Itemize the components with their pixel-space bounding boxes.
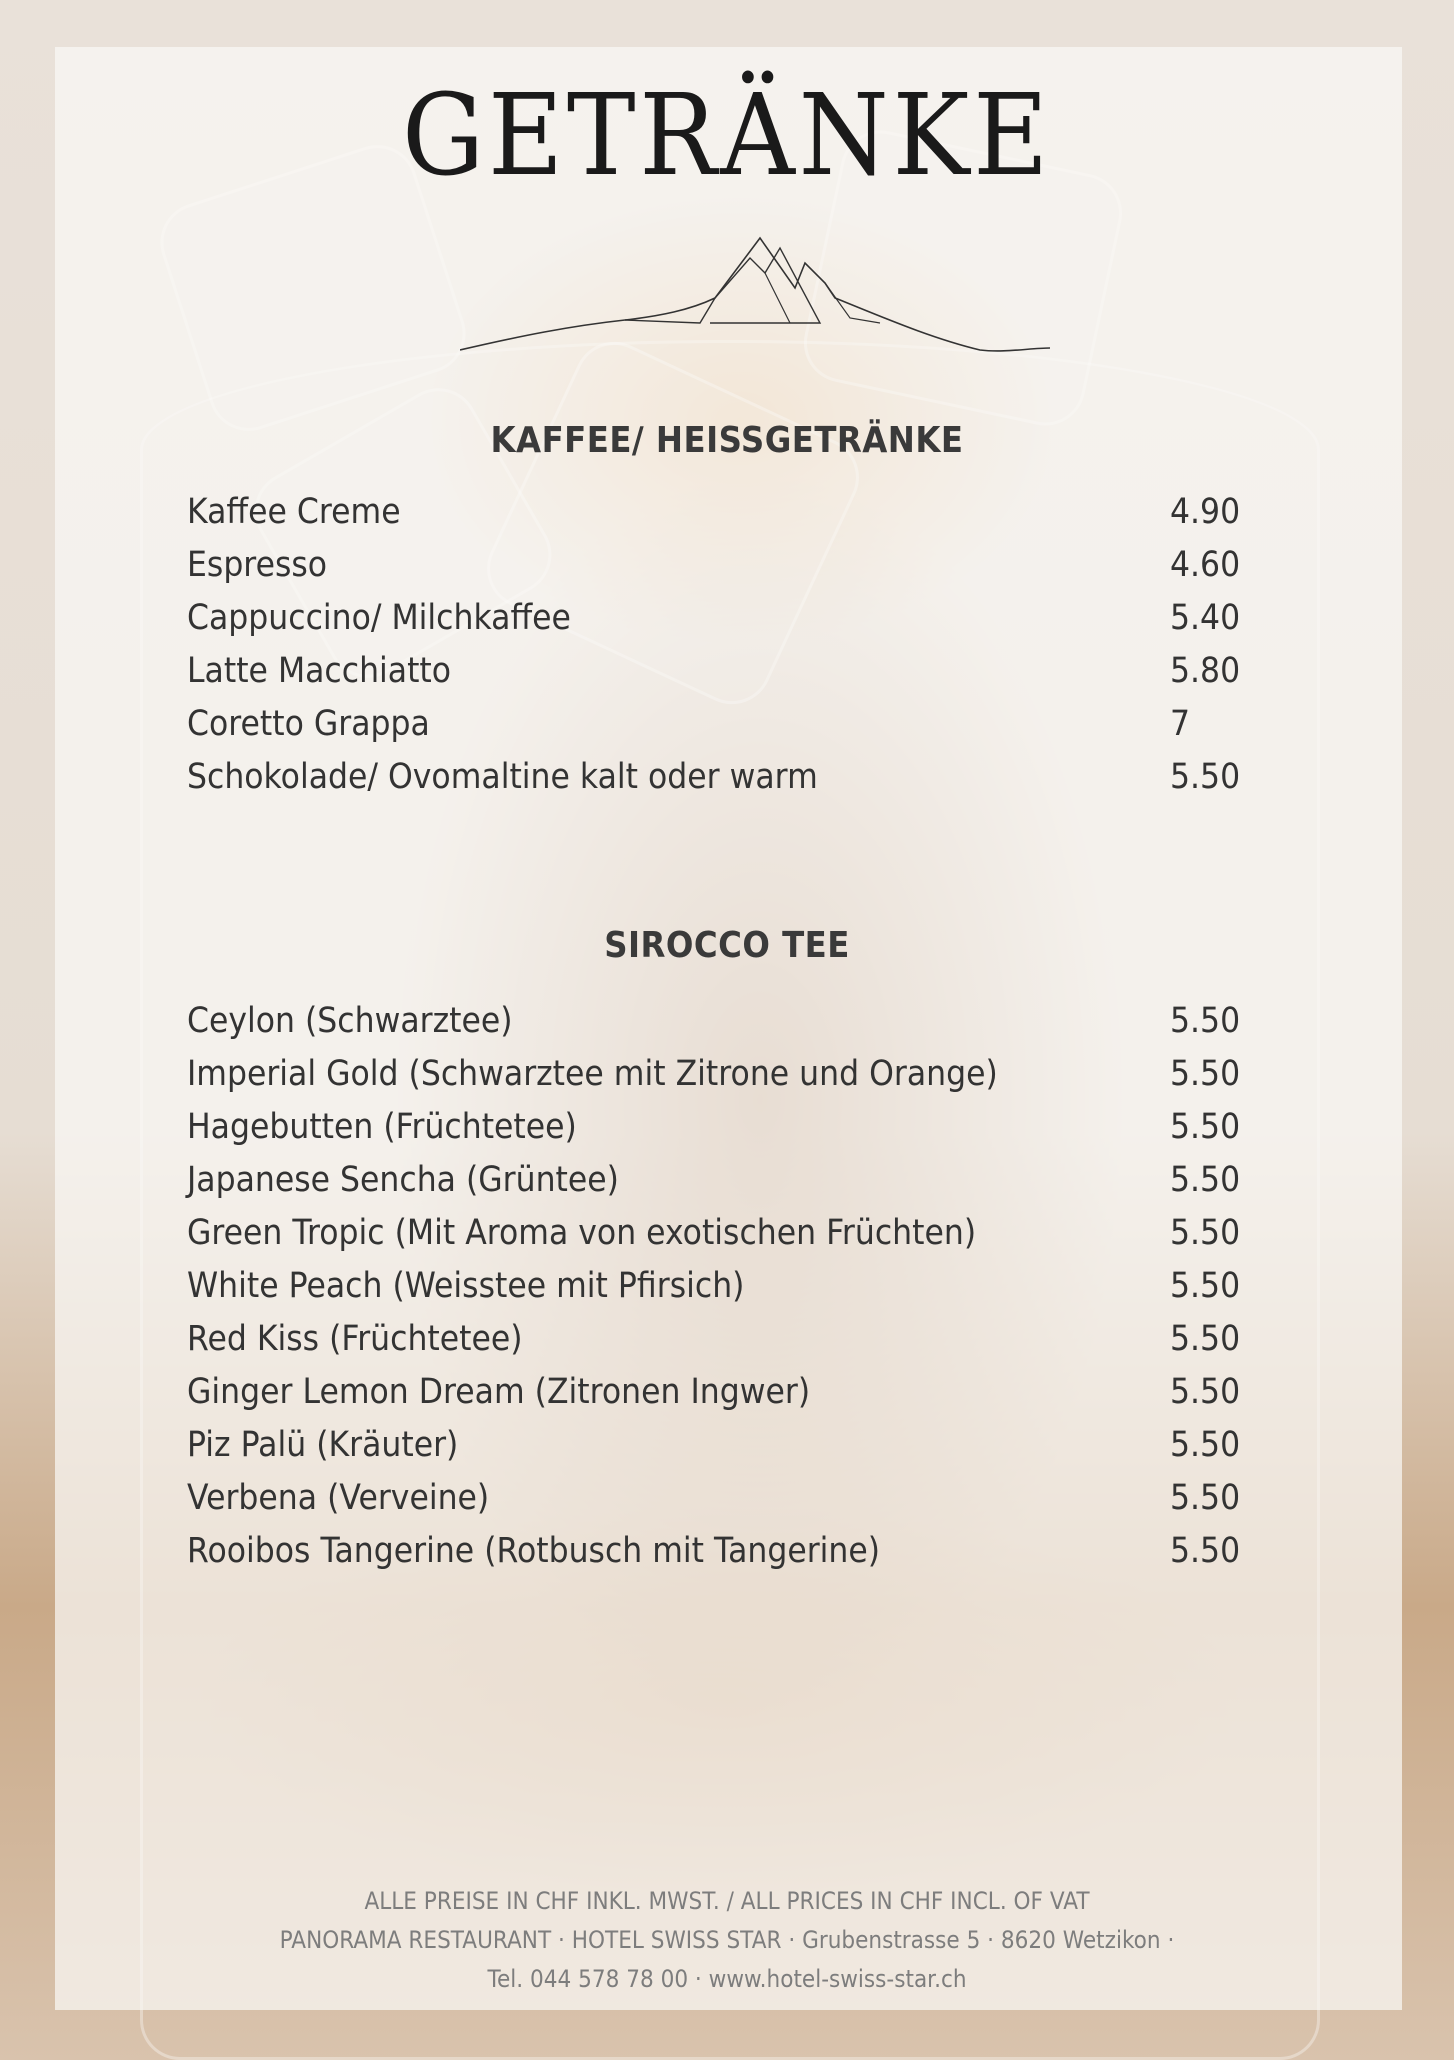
list-item xyxy=(187,1425,1240,1478)
item-price: 5.50 xyxy=(1170,1107,1241,1147)
item-price: 5.50 xyxy=(1170,757,1241,797)
list-item xyxy=(187,545,1240,598)
section-heading-tea: SIROCCO TEE xyxy=(604,925,850,966)
item-price: 4.60 xyxy=(1170,545,1241,585)
page-title: GETRÄNKE xyxy=(401,71,1053,201)
item-price: 5.80 xyxy=(1170,651,1241,691)
item-name: Imperial Gold (Schwarztee mit Zitrone und Orange) xyxy=(187,1054,998,1094)
item-price: 5.50 xyxy=(1170,1266,1241,1306)
item-name: Verbena (Verveine) xyxy=(187,1478,490,1518)
item-name: Schokolade/ Ovomaltine kalt oder warm xyxy=(187,757,818,797)
item-price: 5.50 xyxy=(1170,1213,1241,1253)
list-item xyxy=(187,1213,1240,1266)
footer xyxy=(0,1882,1454,1999)
list-item xyxy=(187,1319,1240,1372)
item-price: 5.50 xyxy=(1170,1001,1241,1041)
item-price: 5.50 xyxy=(1170,1160,1241,1200)
item-name: Espresso xyxy=(187,545,328,585)
item-price: 5.50 xyxy=(1170,1319,1241,1359)
item-price: 5.50 xyxy=(1170,1478,1241,1518)
item-name: Latte Macchiatto xyxy=(187,651,452,691)
list-item xyxy=(187,1001,1240,1054)
item-price: 5.50 xyxy=(1170,1425,1241,1465)
item-name: Coretto Grappa xyxy=(187,704,430,744)
item-price: 7 xyxy=(1170,704,1191,744)
list-item xyxy=(187,1160,1240,1213)
item-price: 4.90 xyxy=(1170,492,1241,532)
list-item xyxy=(187,598,1240,651)
item-name: Ceylon (Schwarztee) xyxy=(187,1001,513,1041)
section-heading-coffee: KAFFEE/ HEISSGETRÄNKE xyxy=(490,420,964,461)
list-item xyxy=(187,704,1240,757)
item-name: Ginger Lemon Dream (Zitronen Ingwer) xyxy=(187,1372,811,1412)
list-item xyxy=(187,1107,1240,1160)
item-name: Kaffee Creme xyxy=(187,492,401,532)
list-item xyxy=(187,1266,1240,1319)
coffee-menu-list xyxy=(187,492,1240,810)
footer-contact: Tel. 044 578 78 00 · www.hotel-swiss-star.ch xyxy=(487,1965,967,1993)
list-item xyxy=(187,1372,1240,1425)
item-price: 5.50 xyxy=(1170,1372,1241,1412)
list-item xyxy=(187,1531,1240,1584)
item-name: Japanese Sencha (Grüntee) xyxy=(187,1160,619,1200)
item-name: Rooibos Tangerine (Rotbusch mit Tangerine) xyxy=(187,1531,881,1571)
mountain-line-logo xyxy=(460,228,1050,363)
item-name: White Peach (Weisstee mit Pfirsich) xyxy=(187,1266,745,1306)
item-name: Hagebutten (Früchtetee) xyxy=(187,1107,577,1147)
footer-address: PANORAMA RESTAURANT · HOTEL SWISS STAR · Grubenstrasse 5 · 8620 Wetzikon · xyxy=(279,1926,1175,1954)
tea-menu-list xyxy=(187,1001,1240,1584)
item-price: 5.50 xyxy=(1170,1054,1241,1094)
item-name: Green Tropic (Mit Aroma von exotischen Früchten) xyxy=(187,1213,977,1253)
item-name: Piz Palü (Kräuter) xyxy=(187,1425,459,1465)
list-item xyxy=(187,492,1240,545)
list-item xyxy=(187,757,1240,810)
list-item xyxy=(187,651,1240,704)
item-price: 5.40 xyxy=(1170,598,1241,638)
item-price: 5.50 xyxy=(1170,1531,1241,1571)
footer-vat-note: ALLE PREISE IN CHF INKL. MWST. / ALL PRICES IN CHF INCL. OF VAT xyxy=(364,1887,1090,1915)
item-name: Red Kiss (Früchtetee) xyxy=(187,1319,523,1359)
list-item xyxy=(187,1054,1240,1107)
item-name: Cappuccino/ Milchkaffee xyxy=(187,598,571,638)
list-item xyxy=(187,1478,1240,1531)
